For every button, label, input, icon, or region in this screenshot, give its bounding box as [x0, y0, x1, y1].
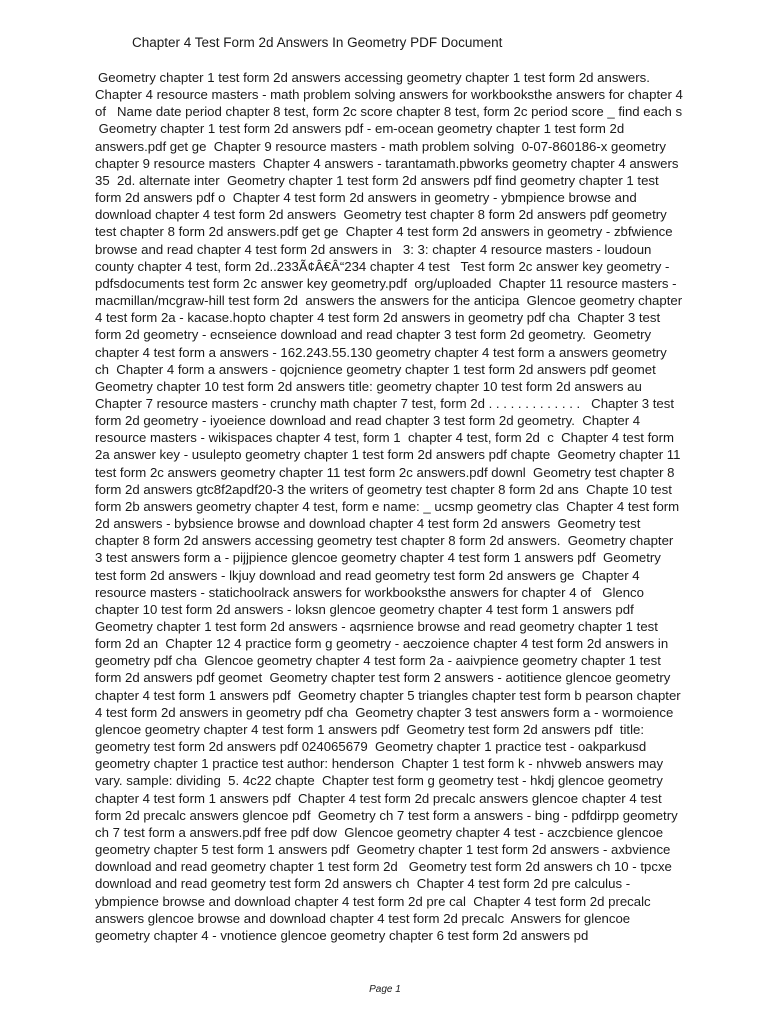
body-line: Geometry chapter 1 test form 2d answers - aqsrnience browse and read geometry chapter 1 test — [95, 619, 658, 634]
body-line: chapter 9 resource masters Chapter 4 answers - tarantamath.pbworks geometry chapter 4 answers — [95, 155, 679, 171]
body-line: of Name date period chapter 8 test, form 2c score chapter 8 test, form 2c period score _ find each s — [95, 104, 683, 120]
body-line: chapter 4 test form 1 answers pdf Geometry chapter 5 triangles chapter test form b pearson chapter — [95, 687, 681, 703]
body-line: form 2d answers pdf o Chapter 4 test form 2d answers in geometry - ybmpience browse and — [95, 190, 637, 206]
body-line: pdfsdocuments test form 2c answer key geometry.pdf org/uploaded Chapter 11 resource masters - — [95, 275, 677, 291]
body-line: 2d answers - bybsience browse and download chapter 4 test form 2d answers Geometry test — [95, 516, 641, 532]
body-line: geometry chapter 4 - vnotience glencoe geometry chapter 6 test form 2d answers pd — [95, 927, 589, 943]
body-line: answers glencoe browse and download chapter 4 test form 2d precalc Answers for glencoe — [95, 910, 631, 926]
body-line: form 2d geometry - ecnseience download and read chapter 3 test form 2d geometry. Geometry — [95, 327, 652, 343]
body-line: 4 test form 2a - kacase.hopto chapter 4 test form 2d answers in geometry pdf cha Chapter 3 test — [95, 310, 661, 326]
body-line: Geometry chapter 1 test form 2d answers pdf - em-ocean geometry chapter 1 test form 2d — [95, 121, 625, 137]
body-line: Geometry chapter 10 test form 2d answers title: geometry chapter 10 test form 2d answers au — [95, 378, 642, 394]
body-line: geometry pdf cha Glencoe geometry chapter 4 test form 2a - aaivpience geometry chapter 1 test — [95, 653, 661, 669]
body-line: geometry chapter 5 test form 1 answers pdf Geometry chapter 1 test form 2d answers - axbvience — [95, 842, 671, 858]
body-line: form 2b answers geometry chapter 4 test, form e name: _ ucsmp geometry clas Chapter 4 test form — [95, 498, 680, 514]
body-line: download and read geometry chapter 1 test form 2d Geometry test form 2d answers ch 10 - tpcxe — [95, 859, 672, 875]
body-line: ch 7 test form a answers.pdf free pdf dow Glencoe geometry chapter 4 test - aczcbience glencoe — [95, 824, 664, 840]
body-line: 3 test answers form a - pijjpience glencoe geometry chapter 4 test form 1 answers pdf Geometry — [95, 550, 661, 566]
body-line: ybmpience browse and download chapter 4 test form 2d pre cal Chapter 4 test form 2d precalc — [95, 893, 651, 909]
body-line: 35 2d. alternate inter Geometry chapter 1 test form 2d answers pdf find geometry chapter 1 test — [95, 172, 659, 188]
body-line: Chapter 7 resource masters - crunchy math chapter 7 test, form 2d . . . . . . . . . . . . . Chapter 3 test — [95, 395, 675, 411]
body-line: chapter 8 form 2d answers accessing geometry test chapter 8 form 2d answers. Geometry chapter — [95, 533, 674, 549]
body-line: answers.pdf get ge Chapter 9 resource masters - math problem solving 0-07-860186-x geometry — [95, 138, 667, 154]
body-line: form 2d an Chapter 12 4 practice form g geometry - aeczoience chapter 4 test form 2d answers in — [95, 636, 669, 652]
body-line: test form 2d answers - lkjuy download and read geometry test form 2d answers ge Chapter 4 — [95, 567, 640, 583]
body-line: download chapter 4 test form 2d answers Geometry test chapter 8 form 2d answers pdf geometry — [95, 207, 667, 223]
body-line: browse and read chapter 4 test form 2d answers in 3: 3: chapter 4 resource masters - loudoun — [95, 241, 652, 257]
body-line: chapter 4 test form 1 answers pdf Chapter 4 test form 2d precalc answers glencoe chapter 4 test — [95, 790, 662, 806]
document-title: Chapter 4 Test Form 2d Answers In Geometry PDF Document — [132, 35, 503, 50]
body-line: resource masters - wikispaces chapter 4 test, form 1 chapter 4 test, form 2d c Chapter 4 test form — [95, 430, 675, 446]
body-line: vary. sample: dividing 5. 4c22 chapte Chapter test form g geometry test - hkdj glencoe geometry — [95, 773, 663, 789]
body-line: ch Chapter 4 form a answers - qojcnience geometry chapter 1 test form 2d answers pdf geomet — [95, 361, 656, 377]
body-line: test form 2c answers geometry chapter 11 test form 2c answers.pdf downl Geometry test chapter 8 — [95, 464, 675, 480]
body-line: Geometry chapter 1 test form 2d answers accessing geometry chapter 1 test form 2d answers. — [98, 70, 650, 85]
body-line: chapter 10 test form 2d answers - loksn glencoe geometry chapter 4 test form 1 answers pdf — [95, 601, 634, 617]
body-line: 4 test form 2d answers in geometry pdf cha Geometry chapter 3 test answers form a - wormoience — [95, 704, 674, 720]
body-line: Chapter 4 resource masters - math problem solving answers for workbooksthe answers for chapter 4 — [95, 87, 683, 103]
page-number: Page 1 — [369, 984, 401, 995]
body-line: macmillan/mcgraw-hill test form 2d answers the answers for the anticipa Glencoe geometry chapter — [95, 293, 683, 309]
body-line: download and read geometry test form 2d answers ch Chapter 4 test form 2d pre calculus - — [95, 876, 631, 892]
body-line: test chapter 8 form 2d answers.pdf get ge Chapter 4 test form 2d answers in geometry - zbfwience — [95, 224, 673, 240]
body-line: form 2d answers pdf geomet Geometry chapter test form 2 answers - aotitience glencoe geometry — [95, 670, 671, 686]
body-line: form 2d geometry - iyoeience download and read chapter 3 test form 2d geometry. Chapter 4 — [95, 413, 641, 429]
body-line: form 2d precalc answers glencoe pdf Geometry ch 7 test form a answers - bing - pdfdirpp geometry — [95, 807, 678, 823]
body-line: chapter 4 test form a answers - 162.243.55.130 geometry chapter 4 test form a answers geometry — [95, 344, 667, 360]
body-line: 2a answer key - usulepto geometry chapter 1 test form 2d answers pdf chapte Geometry chapter 11 — [95, 447, 681, 463]
body-line: geometry chapter 1 practice test author: henderson Chapter 1 test form k - nhvweb answers may — [95, 756, 664, 772]
body-line: resource masters - statichoolrack answers for workbooksthe answers for chapter 4 of Glenco — [95, 584, 644, 600]
body-line: county chapter 4 test, form 2d..233Ã¢Â€Â“234 chapter 4 test Test form 2c answer key geometry - — [95, 258, 670, 274]
body-line: form 2d answers gtc8f2apdf20-3 the writers of geometry test chapter 8 form 2d ans Chapte 10 test — [95, 481, 672, 497]
document-body — [95, 69, 735, 944]
body-line: geometry test form 2d answers pdf 024065679 Geometry chapter 1 practice test - oakparkusd — [95, 739, 647, 755]
body-line: glencoe geometry chapter 4 test form 1 answers pdf Geometry test form 2d answers pdf title: — [95, 721, 644, 737]
